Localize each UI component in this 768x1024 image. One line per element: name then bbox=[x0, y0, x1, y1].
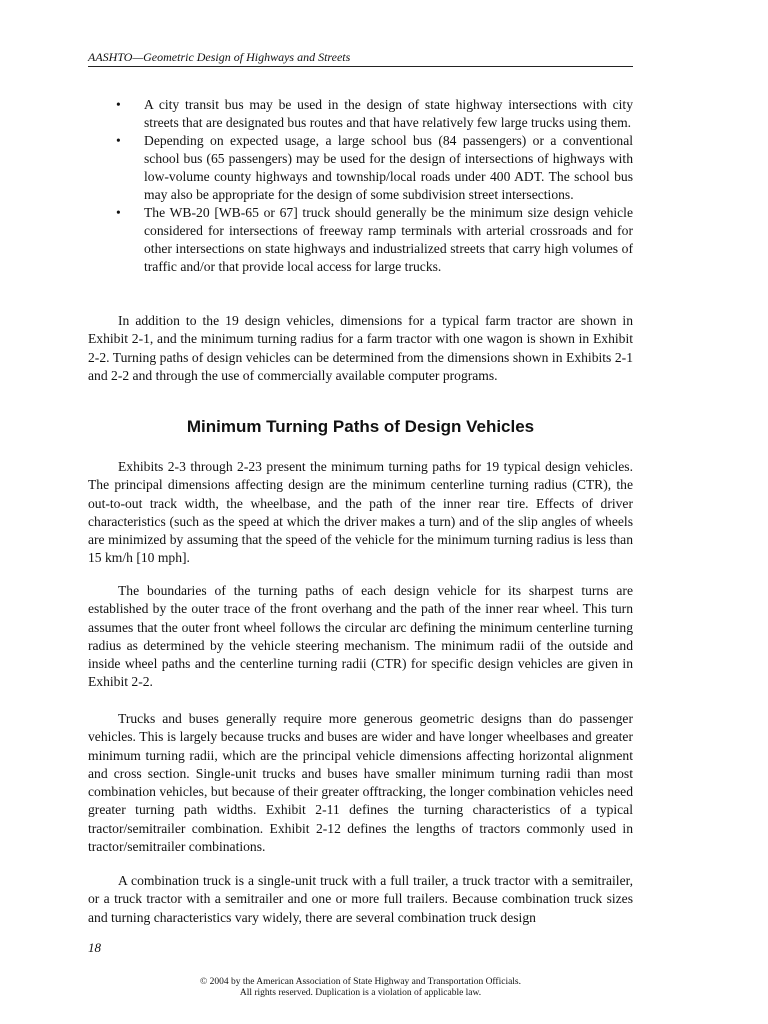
bullet-text: The WB-20 [WB-65 or 67] truck should generally be the minimum size design vehicle considered for intersections of freeway ramp terminals with arterial crossroads and for other intersections on state highways and industrialized streets that carry high volumes of traffic and/or that provide local access for large trucks. bbox=[144, 205, 633, 274]
running-header: AASHTO—Geometric Design of Highways and Streets bbox=[88, 49, 633, 67]
bullet-icon: • bbox=[116, 205, 121, 220]
bullet-text: Depending on expected usage, a large school bus (84 passengers) or a conventional school bus (65 passengers) may be used for the design of intersections of highways with low-volume county highways and township/local roads under 400 ADT. The school bus may also be appropriate for the design of some subdivision street intersections. bbox=[144, 133, 633, 202]
bullet-item bbox=[88, 132, 633, 204]
section-title: Minimum Turning Paths of Design Vehicles bbox=[186, 417, 535, 436]
body-paragraph: Exhibits 2-3 through 2-23 present the minimum turning paths for 19 typical design vehicles. The principal dimensions affecting design are the minimum centerline turning radius (CTR), the out-to-out track width, the wheelbase, and the path of the inner rear tire. Effects of driver characteristics (such as the speed at which the driver makes a turn) and of the slip angles of wheels are minimized by assuming that the speed of the vehicle for the minimum turning radius is less than 15 km/h [10 mph]. bbox=[88, 459, 633, 566]
intro-paragraph: In addition to the 19 design vehicles, dimensions for a typical farm tractor are shown in Exhibit 2-1, and the minimum turning radius for a farm tractor with one wagon is shown in Exhibit 2-2. Turning paths of design vehicles can be determined from the dimensions shown in Exhibits 2-1 and 2-2 and through the use of commercially available computer programs. bbox=[88, 313, 633, 383]
bullet-icon: • bbox=[116, 97, 121, 112]
footer-line: All rights reserved. Duplication is a violation of applicable law. bbox=[239, 988, 482, 998]
body-paragraph: Trucks and buses generally require more generous geometric designs than do passenger vehicles. This is largely because trucks and buses are wider and have longer wheelbases and greater minimum turning radii, which are the principal vehicle dimensions affecting horizontal alignment and cross section. Single-unit trucks and buses have smaller minimum turning radii than most combination vehicles, but because of their greater offtracking, the longer combination vehicles need greater turning path widths. Exhibit 2-11 defines the turning characteristics of a typical tractor/semitrailer combination. Exhibit 2-12 defines the lengths of tractors commonly used in tractor/semitrailer combinations. bbox=[88, 711, 633, 855]
footer-line: © 2004 by the American Association of State Highway and Transportation Officials. bbox=[199, 977, 522, 987]
bullet-item bbox=[88, 204, 633, 276]
bullet-text: A city transit bus may be used in the design of state highway intersections with city streets that are designated bus routes and that have relatively few large trucks using them. bbox=[144, 97, 633, 130]
bullet-item bbox=[88, 96, 633, 132]
page-number: 18 bbox=[88, 940, 101, 955]
bullet-icon: • bbox=[116, 133, 121, 148]
copyright-footer bbox=[88, 977, 633, 999]
bullet-list bbox=[88, 96, 633, 276]
body-paragraph: A combination truck is a single-unit truck with a full trailer, a truck tractor with a semitrailer, or a truck tractor with a semitrailer and one or more full trailers. Because combination truck sizes and turning characteristics vary widely, there are several combination truck design bbox=[88, 873, 633, 925]
body-paragraph: The boundaries of the turning paths of each design vehicle for its sharpest turns are established by the outer trace of the front overhang and the path of the inner rear wheel. This turn assumes that the outer front wheel follows the circular arc defining the minimum centerline turning radius as determined by the vehicle steering mechanism. The minimum radii of the outside and inside wheel paths and the centerline turning radii (CTR) for specific design vehicles are given in Exhibit 2-2. bbox=[88, 583, 633, 690]
